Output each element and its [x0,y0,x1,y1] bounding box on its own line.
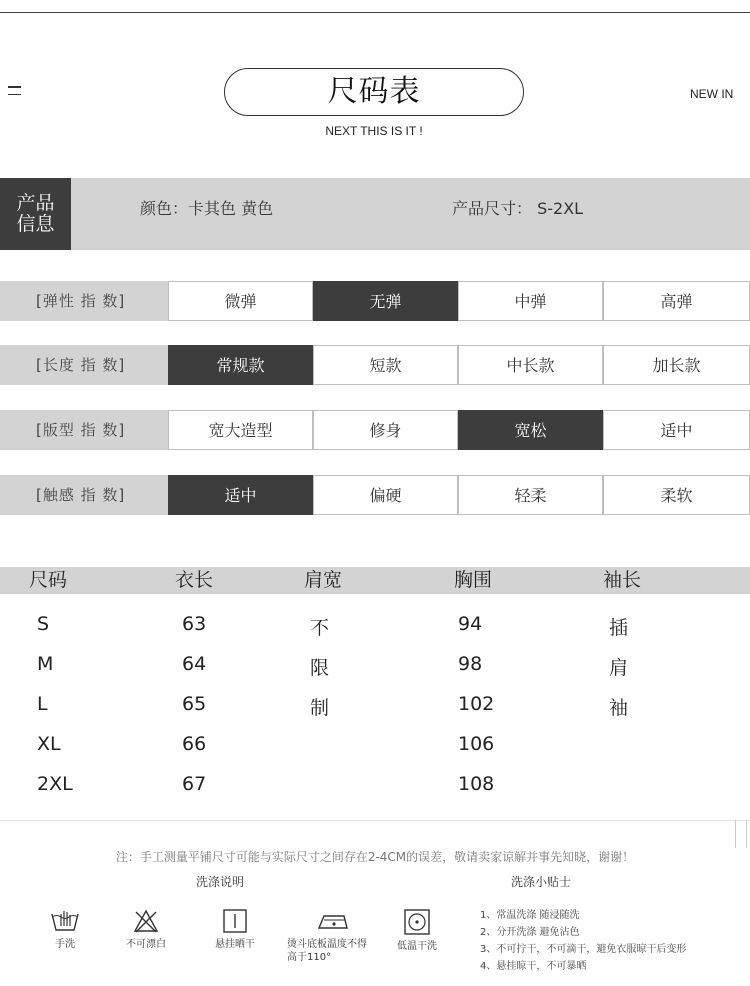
table-cell: 67 [182,773,207,795]
care-no-bleach [118,908,174,951]
shoulder-column-header: 肩宽 [304,569,343,591]
menu-icon[interactable] [8,86,21,96]
size-column-header: 尺码 [29,569,68,591]
index-option-selected: 宽松 [458,410,603,450]
no-bleach-icon [132,908,160,934]
wash-tip: 4、悬挂晾干，不可暴晒 [480,961,587,972]
wash-tips-title: 洗涤小贴士 [511,875,572,889]
table-cell: 不 [310,617,330,639]
table-cell: L [37,693,48,715]
index-option: 加长款 [603,345,750,385]
line-dry-icon [222,908,248,934]
table-cell: 65 [182,693,207,715]
table-cell: 63 [182,613,207,635]
table-cell: 94 [458,613,483,635]
new-in-label: NEW IN [690,87,734,101]
index-option: 宽大造型 [168,410,313,450]
tumble-dry-low-icon [403,908,431,936]
index-option: 短款 [313,345,458,385]
sleeve-column-header: 袖长 [603,569,642,591]
index-label: [长度 指 数] [0,345,168,385]
care-label: 不可漂白 [126,939,166,950]
product-color: 颜色：卡其色 黄色 [140,199,274,218]
chest-column-header: 胸围 [454,569,493,591]
product-info-bar [0,178,750,250]
care-hand-wash [43,908,87,951]
footer-divider [0,820,750,821]
fit-index-row [0,410,750,450]
product-info-label [0,178,71,250]
table-cell: 制 [310,697,330,719]
index-option: 微弹 [168,281,313,321]
care-label: 烫斗底板温度不得 高于110° [287,939,367,963]
length-index-row [0,345,750,385]
care-line-dry [207,908,263,951]
table-cell: 2XL [37,773,73,795]
table-cell: 106 [458,733,495,755]
length-column-header: 衣长 [175,569,214,591]
index-option: 中长款 [458,345,603,385]
table-cell: 袖 [609,697,629,719]
index-option: 偏硬 [313,475,458,515]
hand-wash-icon [49,908,81,934]
wash-tip: 1、常温洗涤 随浸随洗 [480,910,580,921]
product-info-label-text: 产品 信息 [16,192,55,235]
wash-instructions-title: 洗涤说明 [196,875,245,889]
measurement-note: 注：手工测量平铺尺寸可能与实际尺寸之间存在2-4CM的误差，敬请卖家谅解并事先知晓，谢谢！ [115,850,635,864]
title-pill [224,68,524,116]
table-cell: 插 [609,617,629,639]
wash-tip: 2、分开洗涤 避免沾色 [480,927,580,938]
table-cell: 64 [182,653,207,675]
table-cell: 102 [458,693,495,715]
index-option: 中弹 [458,281,603,321]
care-label: 手洗 [55,939,75,950]
iron-low-icon [316,908,350,934]
care-tumble-dry-low [392,908,442,953]
table-cell: XL [37,733,61,755]
index-option: 柔软 [603,475,750,515]
table-cell: S [37,613,50,635]
page-subtitle: NEXT THIS IS IT ! [325,124,423,138]
table-cell: 限 [310,657,330,679]
elasticity-index-row [0,281,750,321]
index-option-selected: 无弹 [313,281,458,321]
wash-tip: 3、不可拧干，不可滴干，避免衣服晾干后变形 [480,944,687,955]
table-cell: 66 [182,733,207,755]
index-label: [弹性 指 数] [0,281,168,321]
index-option: 修身 [313,410,458,450]
index-option-selected: 适中 [168,475,313,515]
index-option: 轻柔 [458,475,603,515]
product-size-range: 产品尺寸： S-2XL [452,199,584,218]
footer-divider [735,820,736,848]
page-title: 尺码表 [327,74,421,109]
index-label: [版型 指 数] [0,410,168,450]
top-divider [0,12,750,13]
table-cell: 108 [458,773,495,795]
table-cell: 98 [458,653,483,675]
care-label: 低温干洗 [397,941,437,952]
care-label: 悬挂晒干 [215,939,255,950]
table-cell: 肩 [609,657,629,679]
index-option: 适中 [603,410,750,450]
table-cell: M [37,653,54,675]
index-label: [触感 指 数] [0,475,168,515]
feel-index-row [0,475,750,515]
care-iron-low [287,908,379,964]
index-option-selected: 常规款 [168,345,313,385]
index-option: 高弹 [603,281,750,321]
footer-divider [746,820,747,848]
